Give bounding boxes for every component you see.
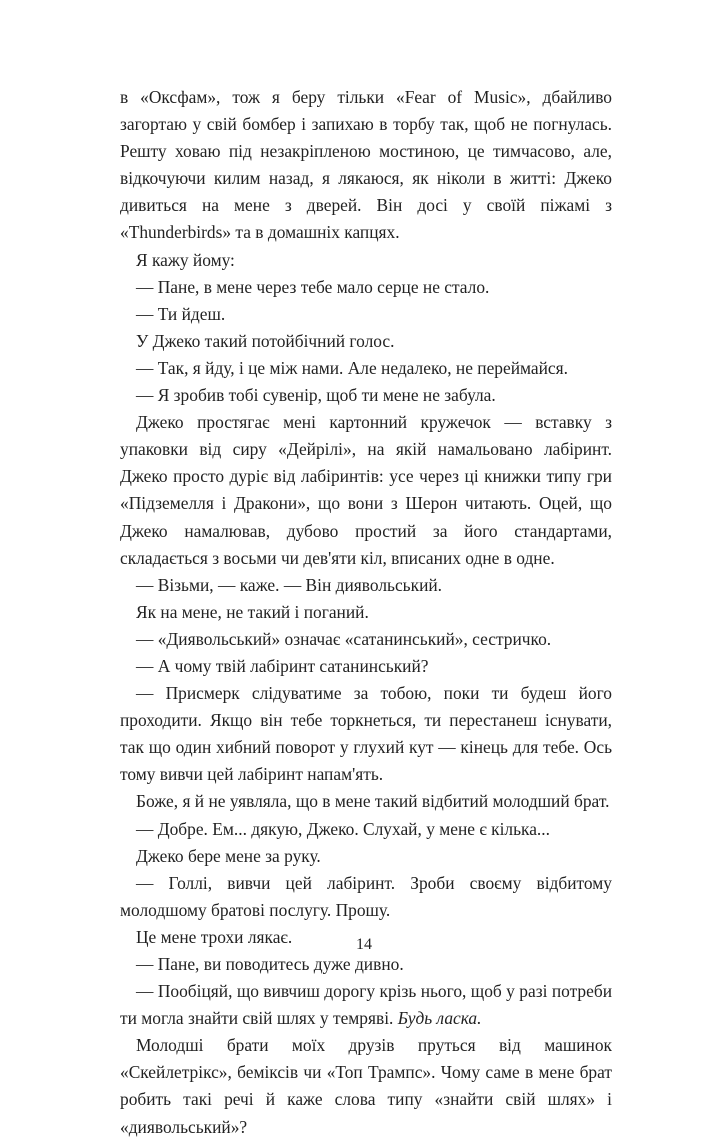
paragraph: — Так, я йду, і це між нами. Але недалеко, не переймайся. (136, 357, 568, 378)
paragraph: — Візьми, — каже. — Він диявольський. (136, 574, 443, 595)
paragraph: — Пане, ви поводитесь дуже дивно. (136, 954, 404, 974)
paragraph: — Добре. Ем... дякую, Джеко. Слухай, у мене є кілька... (136, 818, 550, 839)
paragraph (120, 978, 612, 1032)
paragraph: — Присмерк слідуватиме за тобою, поки ти будеш його проходити. Якщо він тебе торкнеться, ти перестанеш існувати, так що один хибний поворот у глухий кут — кінець для тебе. Ось тому вивчи цей лабіринт напам'ять. (120, 683, 612, 785)
body-text (120, 84, 612, 1141)
paragraph: — Пане, в мене через тебе мало серце не стало. (136, 276, 490, 297)
paragraph: Молодші брати моїх друзів пруться від машинок «Скейлетрікс», беміксів чи «Топ Трампс». Чому саме в мене брат робить такі речі й каже слова типу «знайти свій шлях» і «диявольський»? (120, 1035, 612, 1137)
paragraph: Джеко бере мене за руку. (136, 845, 321, 866)
paragraph: Боже, я й не уявляла, що в мене такий відбитий молодший брат. (136, 791, 610, 812)
paragraph: — Ти йдеш. (136, 303, 226, 324)
paragraph: — «Диявольський» означає «сатанинський», сестричко. (136, 628, 552, 649)
paragraph: — Голлі, вивчи цей лабіринт. Зроби своєму відбитому молодшому братові послугу. Прошу. (120, 872, 612, 920)
paragraph: Джеко простягає мені картонний кружечок — вставку з упаковки від сиру «Дейрілі», на якій намальовано лабіринт. Джеко просто дуріє від лабіринтів: усе через ці книжки типу гри «Підземелля і Дракони», що вони з Шерон читають. Оцей, що Джеко намалював, дубово простий за його стандартами, складається з восьми чи дев'яти кіл, вписаних одне в одне. (120, 412, 612, 568)
paragraph: — Я зробив тобі сувенір, щоб ти мене не забула. (136, 385, 496, 406)
paragraph: Я кажу йому: (136, 249, 235, 270)
paragraph: — А чому твій лабіринт сатанинський? (136, 655, 429, 676)
promise-text: — Пообіцяй, що вивчиш дорогу крізь нього, щоб у разі потреби ти могла знайти свій шлях у темряві. (120, 981, 612, 1029)
italic-plea: Будь ласка. (397, 1008, 482, 1029)
page-number: 14 (356, 936, 372, 953)
paragraph: Це мене трохи лякає. (136, 926, 293, 947)
paragraph: в «Оксфам», тож я беру тільки «Fear of Music», дбайливо загортаю у свій бомбер і запихаю в торбу так, щоб не погнулась. Решту ховаю під незакріпленою мостиною, це тимчасово, але, відкочуючи килим назад, я лякаюся, як ніколи в житті: Джеко дивиться на мене з дверей. Він досі у своїй піжамі з «Thunderbirds» та в домашніх капцях. (120, 87, 612, 243)
paragraph: Як на мене, не такий і поганий. (136, 601, 369, 622)
paragraph: У Джеко такий потойбічний голос. (136, 330, 395, 351)
